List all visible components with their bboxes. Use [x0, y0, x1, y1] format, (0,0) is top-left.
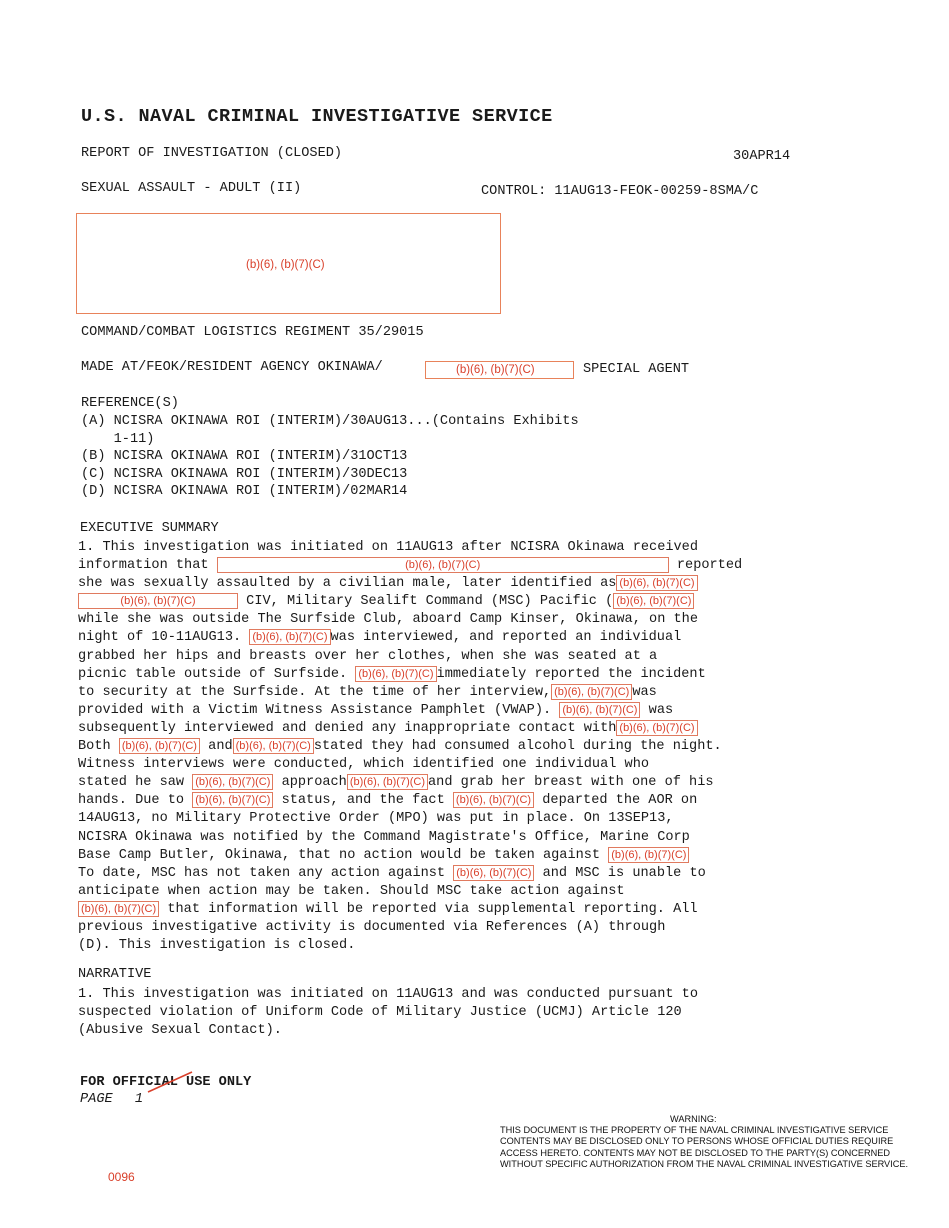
summary-line: while she was outside The Surfside Club, aboard Camp Kinser, Okinawa, on the	[78, 612, 698, 628]
summary-line: 1. This investigation was initiated on 11AUG13 after NCISRA Okinawa received	[78, 540, 698, 555]
reference-item: (C) NCISRA OKINAWA ROI (INTERIM)/30DEC13	[81, 466, 408, 482]
redaction-inline: (b)(6), (b)(7)(C)	[217, 557, 669, 573]
redaction-inline: (b)(6), (b)(7)(C)	[249, 629, 330, 645]
summary-line: picnic table outside of Surfside. (b)(6), (b)(7)(C) immediately reported the incident	[78, 666, 706, 682]
summary-line: To date, MSC has not taken any action against (b)(6), (b)(7)(C) and MSC is unable to	[78, 865, 706, 881]
summary-line: to security at the Surfside. At the time of her interview, (b)(6), (b)(7)(C) was	[78, 684, 657, 700]
redaction-inline: (b)(6), (b)(7)(C)	[78, 593, 238, 609]
fouo-marking: FOR OFFICIAL USE ONLY	[80, 1075, 252, 1090]
redaction-inline: (b)(6), (b)(7)(C)	[616, 720, 697, 736]
warning-notice	[500, 1114, 940, 1170]
redaction-inline: (b)(6), (b)(7)(C)	[119, 738, 200, 754]
summary-line: stated he saw (b)(6), (b)(7)(C) approach (b)(6), (b)(7)(C) and grab her breast with one of his	[78, 775, 714, 791]
summary-line: provided with a Victim Witness Assistance Pamphlet (VWAP). (b)(6), (b)(7)(C) was	[78, 702, 674, 718]
redaction-inline: (b)(6), (b)(7)(C)	[453, 865, 534, 881]
warning-line: ACCESS HERETO. CONTENTS MAY NOT BE DISCLOSED TO THE PARTY(S) CONCERNED	[500, 1147, 891, 1158]
summary-line: anticipate when action may be taken. Should MSC take action against	[78, 883, 625, 899]
reference-item: 1-11)	[81, 431, 155, 447]
summary-line: Both (b)(6), (b)(7)(C) and (b)(6), (b)(7)(C) stated they had consumed alcohol during the night.	[78, 739, 722, 755]
strikethrough-mark	[146, 1068, 196, 1112]
case-type: SEXUAL ASSAULT - ADULT (II)	[81, 181, 302, 196]
control-number: CONTROL: 11AUG13-FEOK-00259-8SMA/C	[481, 184, 759, 199]
summary-line: 14AUG13, no Military Protective Order (MPO) was put in place. On 13SEP13,	[78, 811, 674, 827]
redaction-inline: (b)(6), (b)(7)(C)	[613, 593, 694, 609]
redaction-label: (b)(6), (b)(7)(C)	[456, 364, 535, 376]
redaction-inline: (b)(6), (b)(7)(C)	[559, 702, 640, 718]
warning-line: THIS DOCUMENT IS THE PROPERTY OF THE NAVAL CRIMINAL INVESTIGATIVE SERVICE	[500, 1125, 889, 1136]
agency-title: U.S. NAVAL CRIMINAL INVESTIGATIVE SERVICE	[81, 106, 553, 127]
warning-line: CONTENTS MAY BE DISCLOSED ONLY TO PERSONS WHOSE OFFICIAL DUTIES REQUIRE	[500, 1136, 894, 1147]
page-number: 1	[134, 1092, 143, 1107]
summary-line: previous investigative activity is documented via References (A) through	[78, 919, 666, 935]
summary-line: she was sexually assaulted by a civilian male, later identified as (b)(6), (b)(7)(C)	[78, 575, 742, 593]
summary-line: subsequently interviewed and denied any inappropriate contact with (b)(6), (b)(7)(C)	[78, 720, 742, 738]
reference-item: (B) NCISRA OKINAWA ROI (INTERIM)/31OCT13	[81, 449, 408, 465]
references-heading: REFERENCE(S)	[81, 396, 179, 411]
summary-line: night of 10-11AUG13. (b)(6), (b)(7)(C) was interviewed, and reported an individual	[78, 630, 682, 646]
redaction-inline: (b)(6), (b)(7)(C)	[78, 901, 159, 917]
summary-line: Witness interviews were conducted, which identified one individual who	[78, 757, 650, 773]
warning-heading: WARNING:	[670, 1114, 717, 1124]
summary-line: information that (b)(6), (b)(7)(C) reported	[78, 558, 743, 574]
executive-summary-body	[78, 539, 742, 955]
references-list	[81, 413, 579, 501]
executive-summary-heading: EXECUTIVE SUMMARY	[80, 521, 219, 536]
redaction-inline: (b)(6), (b)(7)(C)	[233, 738, 314, 754]
redaction-inline: (b)(6), (b)(7)(C)	[551, 684, 632, 700]
warning-line: WITHOUT SPECIFIC AUTHORIZATION FROM THE NAVAL CRIMINAL INVESTIGATIVE SERVICE.	[500, 1158, 909, 1169]
page-label: PAGE	[80, 1092, 113, 1107]
redaction-inline: (b)(6), (b)(7)(C)	[608, 847, 689, 863]
narrative-line: (Abusive Sexual Contact).	[78, 1023, 282, 1039]
summary-line: (b)(6), (b)(7)(C) that information will be reported via supplemental reporting. All	[78, 901, 742, 919]
redaction-label: (b)(6), (b)(7)(C)	[246, 259, 325, 271]
narrative-line: 1. This investigation was initiated on 11AUG13 and was conducted pursuant to	[78, 987, 698, 1002]
summary-line: (D). This investigation is closed.	[78, 938, 356, 954]
report-date: 30APR14	[733, 149, 791, 164]
made-at-suffix: SPECIAL AGENT	[583, 362, 690, 377]
made-at-prefix: MADE AT/FEOK/RESIDENT AGENCY OKINAWA/	[81, 360, 383, 375]
page-indicator	[80, 1091, 143, 1109]
reference-item: (A) NCISRA OKINAWA ROI (INTERIM)/30AUG13...(Contains Exhibits	[81, 414, 579, 429]
redaction-inline: (b)(6), (b)(7)(C)	[616, 575, 697, 591]
narrative-line: suspected violation of Uniform Code of Military Justice (UCMJ) Article 120	[78, 1005, 682, 1021]
redaction-inline: (b)(6), (b)(7)(C)	[453, 792, 534, 808]
bates-stamp: 0096	[108, 1170, 135, 1184]
narrative-body	[78, 986, 698, 1040]
redaction-inline: (b)(6), (b)(7)(C)	[192, 774, 273, 790]
redaction-inline: (b)(6), (b)(7)(C)	[355, 666, 436, 682]
summary-line: NCISRA Okinawa was notified by the Command Magistrate's Office, Marine Corp	[78, 829, 690, 845]
summary-line: (b)(6), (b)(7)(C) CIV, Military Sealift Command (MSC) Pacific ( (b)(6), (b)(7)(C)	[78, 593, 742, 611]
narrative-heading: NARRATIVE	[78, 967, 152, 982]
summary-line: grabbed her hips and breasts over her clothes, when she was seated at a	[78, 648, 658, 664]
reference-item: (D) NCISRA OKINAWA ROI (INTERIM)/02MAR14	[81, 484, 408, 500]
report-type: REPORT OF INVESTIGATION (CLOSED)	[81, 146, 343, 161]
summary-line: Base Camp Butler, Okinawa, that no action would be taken against (b)(6), (b)(7)(C)	[78, 847, 742, 865]
command-line: COMMAND/COMBAT LOGISTICS REGIMENT 35/29015	[81, 325, 424, 340]
redaction-inline: (b)(6), (b)(7)(C)	[192, 792, 273, 808]
redaction-inline: (b)(6), (b)(7)(C)	[347, 774, 428, 790]
summary-line: hands. Due to (b)(6), (b)(7)(C) status, and the fact (b)(6), (b)(7)(C) departed the AOR on	[78, 793, 698, 809]
